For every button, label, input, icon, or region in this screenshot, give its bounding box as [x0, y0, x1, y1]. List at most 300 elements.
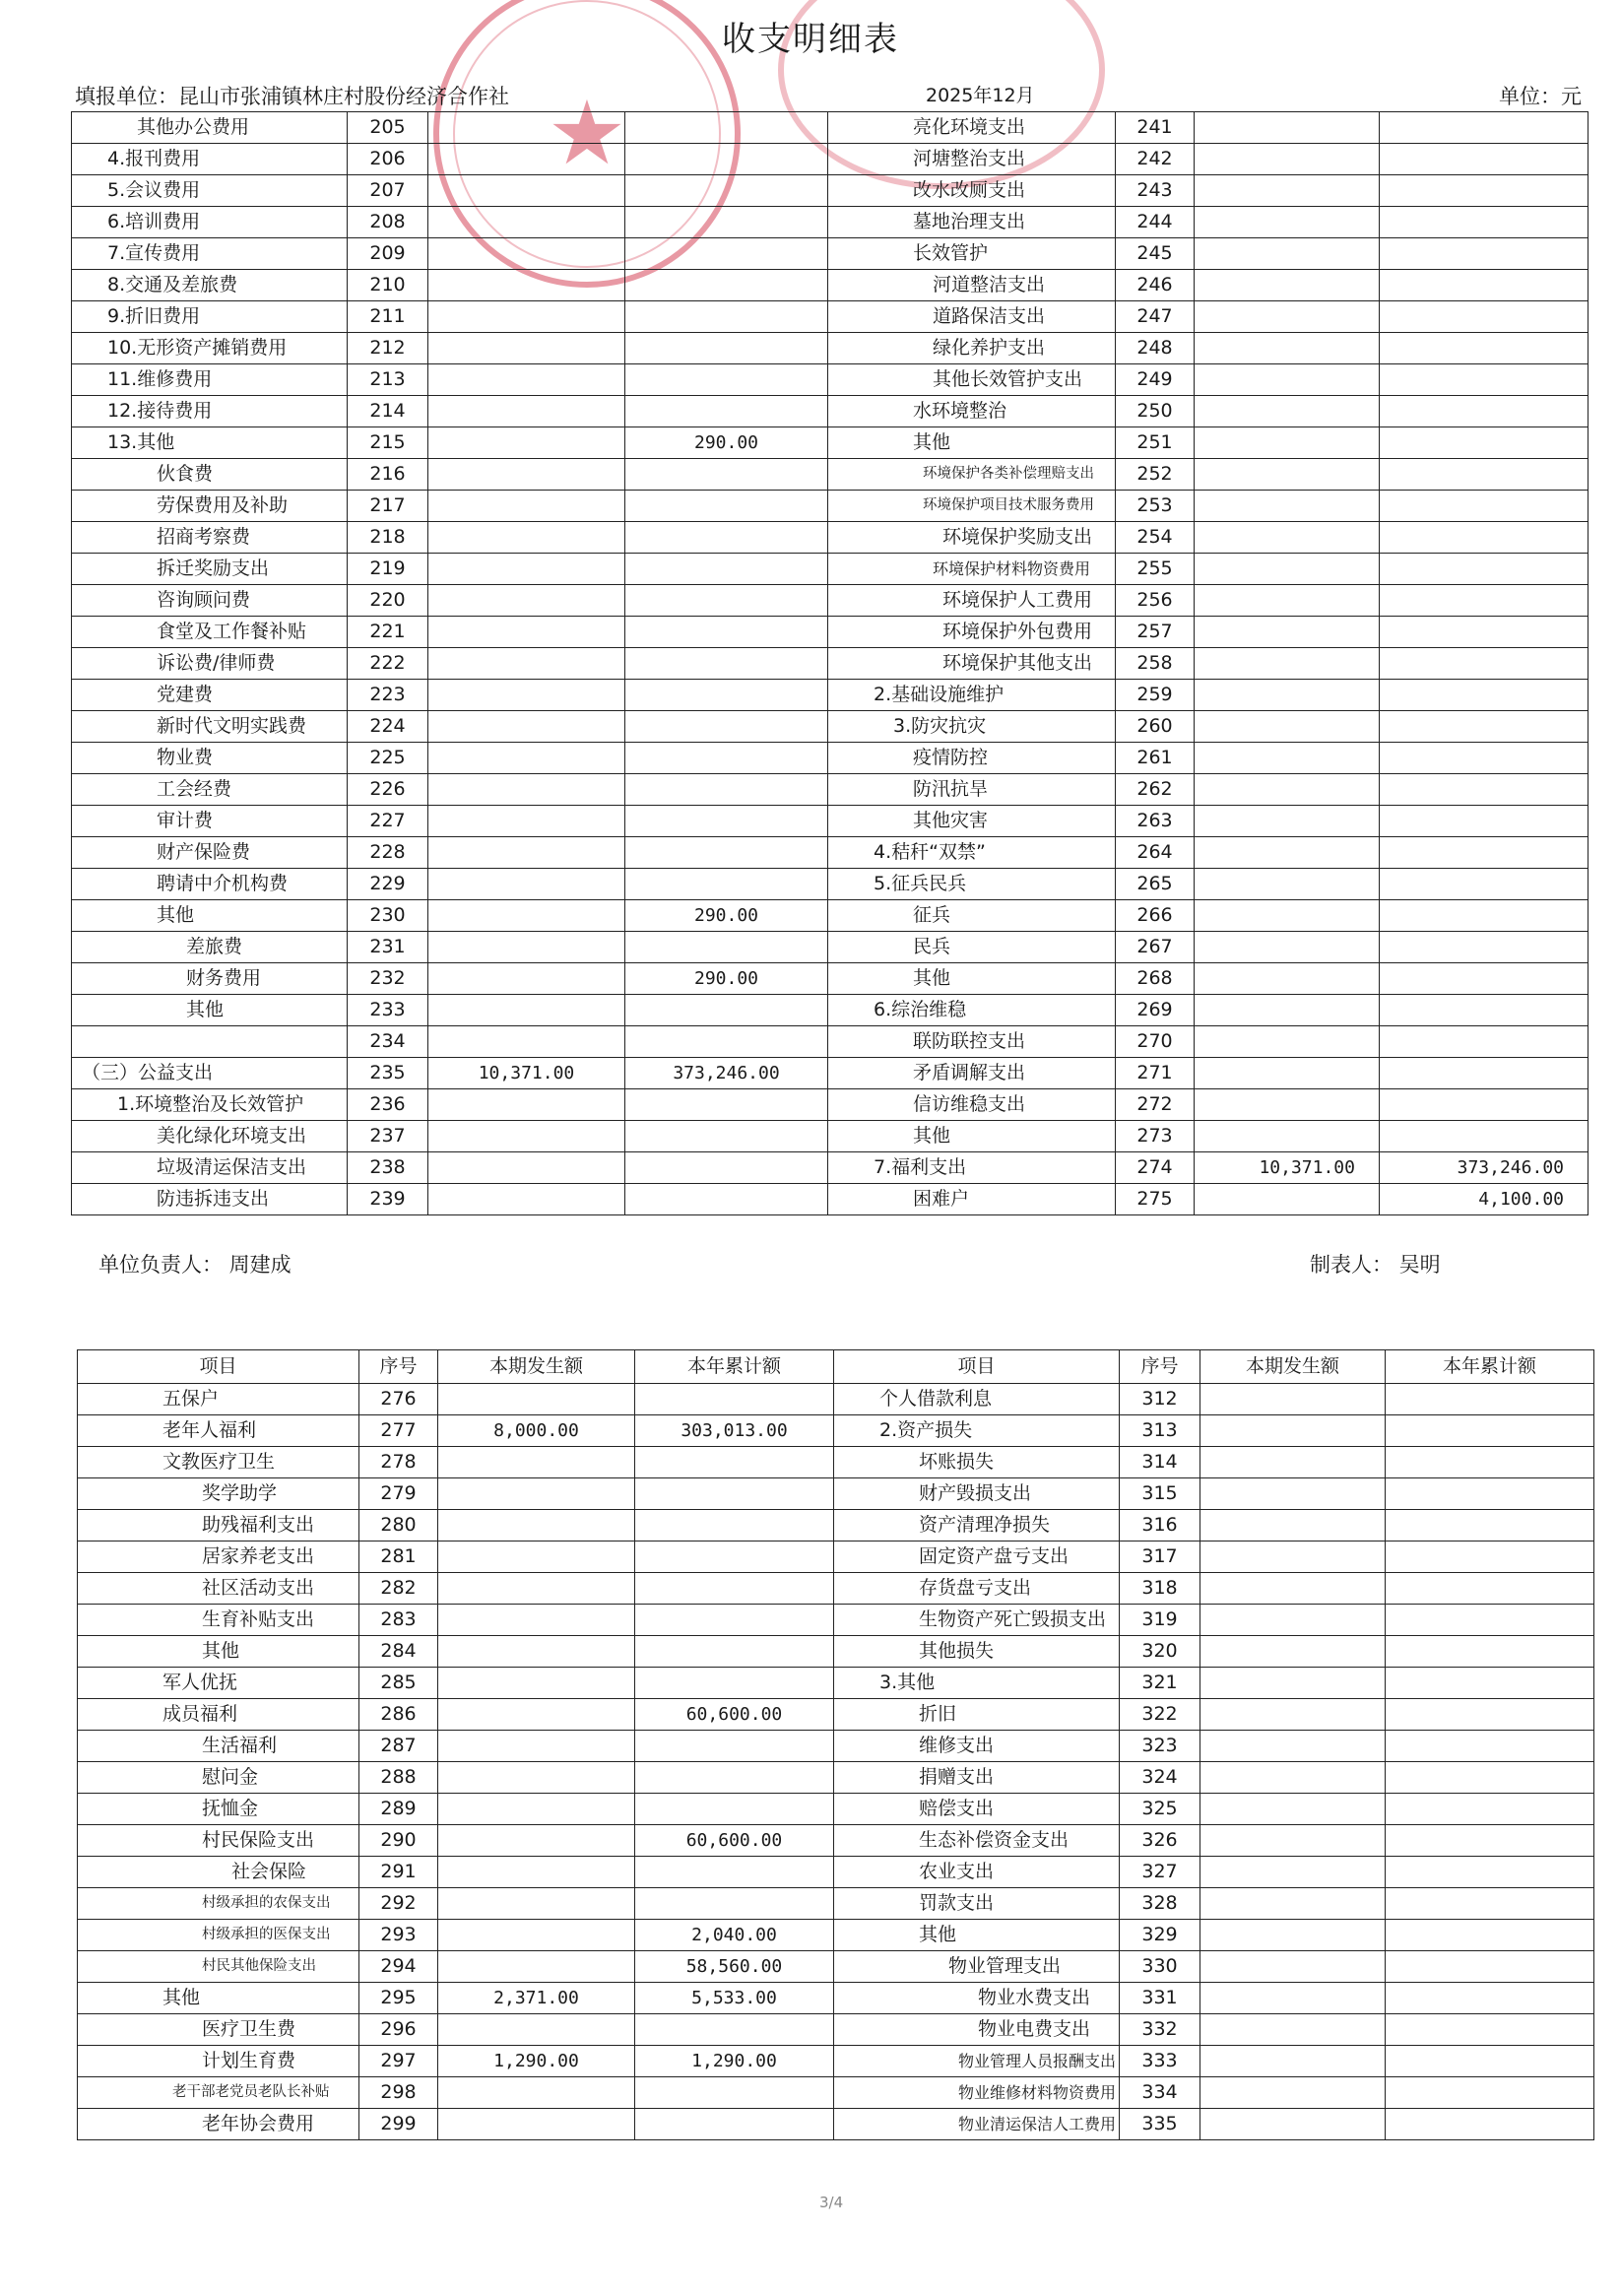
ytd-amount [1386, 1415, 1594, 1447]
ytd-amount [1386, 1731, 1594, 1762]
current-amount [428, 175, 625, 207]
item-name: 10.无形资产摊销费用 [72, 333, 348, 364]
current-amount [428, 1026, 625, 1058]
ytd-amount [1386, 2109, 1594, 2140]
table-row [72, 963, 1589, 995]
item-code: 287 [359, 1731, 438, 1762]
item-code: 270 [1116, 1026, 1195, 1058]
header-item: 项目 [78, 1350, 359, 1384]
ytd-amount [635, 1478, 834, 1510]
item-name: 河塘整治支出 [828, 144, 1116, 175]
current-amount [428, 743, 625, 774]
ytd-amount [1386, 1447, 1594, 1478]
table-row [72, 743, 1589, 774]
item-code: 278 [359, 1447, 438, 1478]
current-amount [428, 711, 625, 743]
current-amount [1200, 2046, 1386, 2077]
ytd-amount [1386, 1888, 1594, 1920]
item-name: 物业管理人员报酬支出 [834, 2046, 1120, 2077]
item-name: 老干部老党员老队长补贴 [78, 2077, 359, 2109]
table-row [72, 364, 1589, 396]
ytd-amount [625, 238, 828, 270]
item-name: 坏账损失 [834, 1447, 1120, 1478]
current-amount [1200, 2109, 1386, 2140]
item-name: 农业支出 [834, 1857, 1120, 1888]
item-name: 生态补偿资金支出 [834, 1825, 1120, 1857]
current-amount [1195, 144, 1380, 175]
ytd-amount [625, 1121, 828, 1152]
current-amount [1195, 1089, 1380, 1121]
current-amount [428, 459, 625, 491]
ytd-amount [1380, 364, 1589, 396]
current-amount [438, 2014, 635, 2046]
item-code: 215 [348, 427, 428, 459]
item-name: 河道整洁支出 [828, 270, 1116, 301]
table-row [72, 459, 1589, 491]
item-name: 8.交通及差旅费 [72, 270, 348, 301]
item-name: 环境保护奖励支出 [828, 522, 1116, 554]
item-name: 环境保护材料物资费用 [828, 554, 1116, 585]
current-amount [428, 995, 625, 1026]
item-name [72, 1026, 348, 1058]
ytd-amount [1380, 175, 1589, 207]
item-code: 299 [359, 2109, 438, 2140]
item-code: 248 [1116, 333, 1195, 364]
item-code: 288 [359, 1762, 438, 1794]
item-code: 239 [348, 1184, 428, 1215]
table-row [72, 932, 1589, 963]
current-amount [1195, 427, 1380, 459]
item-code: 231 [348, 932, 428, 963]
item-name: 村民保险支出 [78, 1825, 359, 1857]
table-row [78, 1888, 1594, 1920]
current-amount [438, 1951, 635, 1983]
item-name: 财产毁损支出 [834, 1478, 1120, 1510]
item-code: 320 [1120, 1636, 1200, 1668]
current-amount [428, 427, 625, 459]
item-name: 罚款支出 [834, 1888, 1120, 1920]
current-amount [1195, 396, 1380, 427]
ytd-amount [1386, 2014, 1594, 2046]
ytd-amount [1386, 1573, 1594, 1605]
table-row [72, 711, 1589, 743]
item-code: 312 [1120, 1384, 1200, 1415]
item-code: 220 [348, 585, 428, 617]
item-code: 266 [1116, 900, 1195, 932]
current-amount [428, 617, 625, 648]
item-code: 260 [1116, 711, 1195, 743]
table-row [72, 301, 1589, 333]
item-name: 捐赠支出 [834, 1762, 1120, 1794]
current-amount [1200, 2077, 1386, 2109]
table-row [72, 207, 1589, 238]
item-name: 3.其他 [834, 1668, 1120, 1699]
item-code: 234 [348, 1026, 428, 1058]
item-code: 230 [348, 900, 428, 932]
ytd-amount [635, 1636, 834, 1668]
item-name: 聘请中介机构费 [72, 869, 348, 900]
current-amount [438, 1825, 635, 1857]
item-code: 329 [1120, 1920, 1200, 1951]
item-name: 物业电费支出 [834, 2014, 1120, 2046]
current-amount [438, 1794, 635, 1825]
item-code: 218 [348, 522, 428, 554]
item-code: 268 [1116, 963, 1195, 995]
current-amount: 2,371.00 [438, 1983, 635, 2014]
item-code: 265 [1116, 869, 1195, 900]
item-name: 信访维稳支出 [828, 1089, 1116, 1121]
item-name: 物业清运保洁人工费用 [834, 2109, 1120, 2140]
item-name: 征兵 [828, 900, 1116, 932]
item-code: 262 [1116, 774, 1195, 806]
current-amount [1195, 554, 1380, 585]
ytd-amount [635, 1542, 834, 1573]
item-name: 道路保洁支出 [828, 301, 1116, 333]
item-name: 招商考察费 [72, 522, 348, 554]
current-amount [428, 648, 625, 680]
current-amount [438, 2109, 635, 2140]
current-amount [428, 333, 625, 364]
item-name: 其他 [834, 1920, 1120, 1951]
item-name: 拆迁奖励支出 [72, 554, 348, 585]
current-amount [1195, 995, 1380, 1026]
item-code: 315 [1120, 1478, 1200, 1510]
current-amount [428, 238, 625, 270]
item-code: 314 [1120, 1447, 1200, 1478]
ytd-amount: 290.00 [625, 900, 828, 932]
ytd-amount [625, 1152, 828, 1184]
table-row [72, 1121, 1589, 1152]
item-code: 271 [1116, 1058, 1195, 1089]
ytd-amount [625, 1184, 828, 1215]
ytd-amount [1380, 459, 1589, 491]
ytd-amount [635, 1794, 834, 1825]
item-code: 232 [348, 963, 428, 995]
item-name: 村级承担的医保支出 [78, 1920, 359, 1951]
item-name: 联防联控支出 [828, 1026, 1116, 1058]
item-code: 318 [1120, 1573, 1200, 1605]
ytd-amount [635, 1510, 834, 1542]
item-code: 241 [1116, 112, 1195, 144]
item-code: 242 [1116, 144, 1195, 175]
table-row [72, 144, 1589, 175]
table-row [78, 1731, 1594, 1762]
item-name: 医疗卫生费 [78, 2014, 359, 2046]
ytd-amount [625, 144, 828, 175]
item-code: 252 [1116, 459, 1195, 491]
unit-leader-signature: 单位负责人： 周建成 [98, 1253, 292, 1277]
ytd-amount [635, 1762, 834, 1794]
ytd-amount [1386, 1636, 1594, 1668]
item-name: 矛盾调解支出 [828, 1058, 1116, 1089]
table-row [78, 1542, 1594, 1573]
current-amount [1200, 1510, 1386, 1542]
ytd-amount: 60,600.00 [635, 1825, 834, 1857]
ytd-amount: 373,246.00 [625, 1058, 828, 1089]
item-name: 差旅费 [72, 932, 348, 963]
item-name: 居家养老支出 [78, 1542, 359, 1573]
item-code: 283 [359, 1605, 438, 1636]
ytd-amount [635, 1888, 834, 1920]
item-code: 267 [1116, 932, 1195, 963]
item-code: 334 [1120, 2077, 1200, 2109]
item-code: 223 [348, 680, 428, 711]
item-code: 335 [1120, 2109, 1200, 2140]
ytd-amount [1380, 900, 1589, 932]
item-name: 伙食费 [72, 459, 348, 491]
item-code: 282 [359, 1573, 438, 1605]
current-amount [1195, 522, 1380, 554]
table-row [72, 900, 1589, 932]
item-name: 村级承担的农保支出 [78, 1888, 359, 1920]
current-amount [1200, 1794, 1386, 1825]
current-amount [428, 491, 625, 522]
item-code: 222 [348, 648, 428, 680]
table-row [72, 238, 1589, 270]
item-name: 其他办公费用 [72, 112, 348, 144]
item-name: 2.资产损失 [834, 1415, 1120, 1447]
item-name: 物业管理支出 [834, 1951, 1120, 1983]
current-amount [1195, 112, 1380, 144]
current-amount [1195, 238, 1380, 270]
current-amount [428, 112, 625, 144]
table-row [78, 1951, 1594, 1983]
item-name: 美化绿化环境支出 [72, 1121, 348, 1152]
item-name: 文教医疗卫生 [78, 1447, 359, 1478]
ytd-amount [625, 743, 828, 774]
item-code: 256 [1116, 585, 1195, 617]
current-amount [1195, 585, 1380, 617]
item-name: 财产保险费 [72, 837, 348, 869]
item-name: 困难户 [828, 1184, 1116, 1215]
table-row [78, 1415, 1594, 1447]
item-name: 成员福利 [78, 1699, 359, 1731]
item-name: 7.福利支出 [828, 1152, 1116, 1184]
current-amount [428, 869, 625, 900]
item-code: 293 [359, 1920, 438, 1951]
ytd-amount [635, 1573, 834, 1605]
table-row [78, 1384, 1594, 1415]
ytd-amount [635, 1605, 834, 1636]
current-amount: 10,371.00 [428, 1058, 625, 1089]
ytd-amount [1386, 1951, 1594, 1983]
table-row [78, 2077, 1594, 2109]
item-name: 折旧 [834, 1699, 1120, 1731]
item-code: 207 [348, 175, 428, 207]
item-name: 工会经费 [72, 774, 348, 806]
current-amount [1200, 1857, 1386, 1888]
current-amount [428, 1089, 625, 1121]
table-row [72, 522, 1589, 554]
item-code: 259 [1116, 680, 1195, 711]
item-name: 固定资产盘亏支出 [834, 1542, 1120, 1573]
current-amount [428, 396, 625, 427]
item-code: 236 [348, 1089, 428, 1121]
item-code: 316 [1120, 1510, 1200, 1542]
item-code: 238 [348, 1152, 428, 1184]
header-ytd: 本年累计额 [1386, 1350, 1594, 1384]
reporting-unit: 填报单位：昆山市张浦镇林庄村股份经济合作社 [75, 85, 509, 108]
item-code: 210 [348, 270, 428, 301]
ytd-amount [1380, 680, 1589, 711]
ytd-amount [1380, 1058, 1589, 1089]
current-amount [1195, 743, 1380, 774]
item-code: 332 [1120, 2014, 1200, 2046]
item-name: 计划生育费 [78, 2046, 359, 2077]
current-amount [428, 932, 625, 963]
table-row [72, 837, 1589, 869]
current-amount [1200, 1668, 1386, 1699]
ytd-amount [1386, 1510, 1594, 1542]
table-row [78, 1478, 1594, 1510]
current-amount [428, 144, 625, 175]
header-ytd: 本年累计额 [635, 1350, 834, 1384]
item-name: 物业水费支出 [834, 1983, 1120, 2014]
current-amount [428, 207, 625, 238]
current-amount [1195, 270, 1380, 301]
item-name: 4.秸秆“双禁” [828, 837, 1116, 869]
ytd-amount [625, 1026, 828, 1058]
item-code: 331 [1120, 1983, 1200, 2014]
table-row [78, 1794, 1594, 1825]
ytd-amount [1380, 1121, 1589, 1152]
item-name: 墓地治理支出 [828, 207, 1116, 238]
item-code: 250 [1116, 396, 1195, 427]
current-amount [1200, 1605, 1386, 1636]
item-name: 村民其他保险支出 [78, 1951, 359, 1983]
item-name: 其他 [78, 1636, 359, 1668]
item-code: 289 [359, 1794, 438, 1825]
ytd-amount [625, 364, 828, 396]
item-name: 老年人福利 [78, 1415, 359, 1447]
item-code: 246 [1116, 270, 1195, 301]
ytd-amount [1386, 1825, 1594, 1857]
preparer-signature: 制表人： 吴明 [1310, 1253, 1441, 1277]
table-row [72, 333, 1589, 364]
ytd-amount [1386, 1605, 1594, 1636]
item-name: 其他 [828, 1121, 1116, 1152]
ytd-amount [625, 333, 828, 364]
ytd-amount [1386, 1983, 1594, 2014]
item-name: 存货盘亏支出 [834, 1573, 1120, 1605]
item-code: 277 [359, 1415, 438, 1447]
ytd-amount [1380, 1089, 1589, 1121]
table-row [78, 1668, 1594, 1699]
ytd-amount [635, 1447, 834, 1478]
item-code: 217 [348, 491, 428, 522]
current-amount [1200, 1920, 1386, 1951]
item-code: 325 [1120, 1794, 1200, 1825]
ytd-amount [1386, 1668, 1594, 1699]
ytd-amount [635, 1384, 834, 1415]
item-code: 227 [348, 806, 428, 837]
ytd-amount: 58,560.00 [635, 1951, 834, 1983]
item-code: 235 [348, 1058, 428, 1089]
item-name: 慰问金 [78, 1762, 359, 1794]
item-name: 1.环境整治及长效管护 [72, 1089, 348, 1121]
table-row [78, 1510, 1594, 1542]
current-amount [438, 1510, 635, 1542]
current-amount [438, 1762, 635, 1794]
current-amount [438, 1668, 635, 1699]
item-name: 3.防灾抗灾 [828, 711, 1116, 743]
table-row [72, 427, 1589, 459]
item-code: 225 [348, 743, 428, 774]
current-amount [438, 1888, 635, 1920]
current-amount [1200, 1542, 1386, 1573]
item-code: 275 [1116, 1184, 1195, 1215]
ytd-amount [1386, 1794, 1594, 1825]
item-name: 疫情防控 [828, 743, 1116, 774]
item-name: 13.其他 [72, 427, 348, 459]
ytd-amount [1380, 427, 1589, 459]
item-code: 280 [359, 1510, 438, 1542]
item-name: 奖学助学 [78, 1478, 359, 1510]
current-amount [438, 1699, 635, 1731]
item-code: 298 [359, 2077, 438, 2109]
ytd-amount: 1,290.00 [635, 2046, 834, 2077]
item-name: 其他损失 [834, 1636, 1120, 1668]
current-amount [428, 554, 625, 585]
item-name: 社会保险 [78, 1857, 359, 1888]
item-name: 食堂及工作餐补贴 [72, 617, 348, 648]
current-amount [1195, 459, 1380, 491]
item-name: 环境保护外包费用 [828, 617, 1116, 648]
table-row [78, 1573, 1594, 1605]
ytd-amount [625, 869, 828, 900]
ytd-amount [1380, 1026, 1589, 1058]
current-amount [428, 774, 625, 806]
current-amount [428, 522, 625, 554]
ytd-amount [1386, 1920, 1594, 1951]
item-code: 224 [348, 711, 428, 743]
ytd-amount [1380, 806, 1589, 837]
current-amount [1195, 680, 1380, 711]
table-row [72, 175, 1589, 207]
current-amount [438, 1542, 635, 1573]
current-amount [1195, 869, 1380, 900]
item-code: 208 [348, 207, 428, 238]
item-code: 254 [1116, 522, 1195, 554]
item-name: 其他 [72, 995, 348, 1026]
item-name: 民兵 [828, 932, 1116, 963]
current-amount [1195, 301, 1380, 333]
page-title: 收支明细表 [722, 20, 899, 59]
item-code: 319 [1120, 1605, 1200, 1636]
item-name: 党建费 [72, 680, 348, 711]
current-amount [1200, 1415, 1386, 1447]
item-name: 绿化养护支出 [828, 333, 1116, 364]
item-name: 抚恤金 [78, 1794, 359, 1825]
ytd-amount [1380, 207, 1589, 238]
ytd-amount [635, 1668, 834, 1699]
table-row [72, 680, 1589, 711]
item-code: 273 [1116, 1121, 1195, 1152]
table-row [72, 648, 1589, 680]
current-amount [1195, 364, 1380, 396]
ytd-amount [625, 806, 828, 837]
current-amount [1195, 207, 1380, 238]
header-code: 序号 [359, 1350, 438, 1384]
item-name: 新时代文明实践费 [72, 711, 348, 743]
item-code: 233 [348, 995, 428, 1026]
ytd-amount [1386, 2046, 1594, 2077]
ytd-amount: 60,600.00 [635, 1699, 834, 1731]
item-name: 水环境整治 [828, 396, 1116, 427]
ytd-amount [1380, 554, 1589, 585]
item-name: 诉讼费/律师费 [72, 648, 348, 680]
item-code: 286 [359, 1699, 438, 1731]
